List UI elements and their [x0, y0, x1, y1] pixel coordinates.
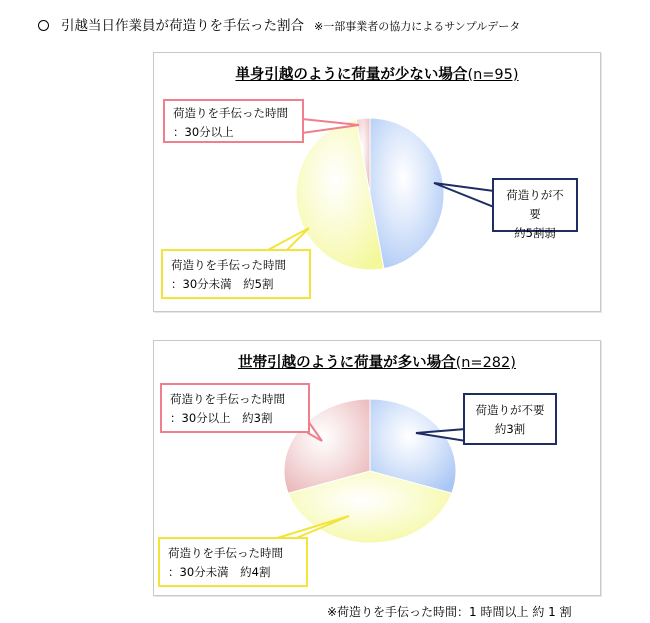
footnote: ※荷造りを手伝った時間：1 時間以上 約 1 割: [327, 605, 572, 619]
callout-under30: 荷造りを手伝った時間 ：30分未満 約5割: [161, 249, 311, 299]
chart-title: 単身引越のように荷量が少ない場合(n=95): [235, 67, 519, 83]
chart-panel-household: [153, 340, 601, 596]
callout-pointer: [266, 228, 309, 251]
callout-not-needed: 荷造りが不要 約3割: [463, 393, 557, 445]
pie-slice: [370, 118, 444, 269]
callout-over30: 荷造りを手伝った時間 ：30分以上 約3割: [160, 383, 310, 433]
callout-under30: 荷造りを手伝った時間 ：30分未満 約4割: [158, 537, 308, 587]
circle-bullet-icon: [38, 20, 49, 31]
heading-note: ※一部事業者の協力によるサンプルデータ: [314, 20, 521, 33]
chart-title: 世帯引越のように荷量が多い場合(n=282): [238, 355, 516, 371]
callout-not-needed: 荷造りが不要 約5割弱: [492, 178, 578, 232]
callout-over30: 荷造りを手伝った時間 ：30分以上: [163, 99, 304, 143]
chart-panel-single: [153, 52, 601, 312]
heading-title: 引越当日作業員が荷造りを手伝った割合: [61, 18, 304, 34]
page-heading: [38, 14, 520, 34]
